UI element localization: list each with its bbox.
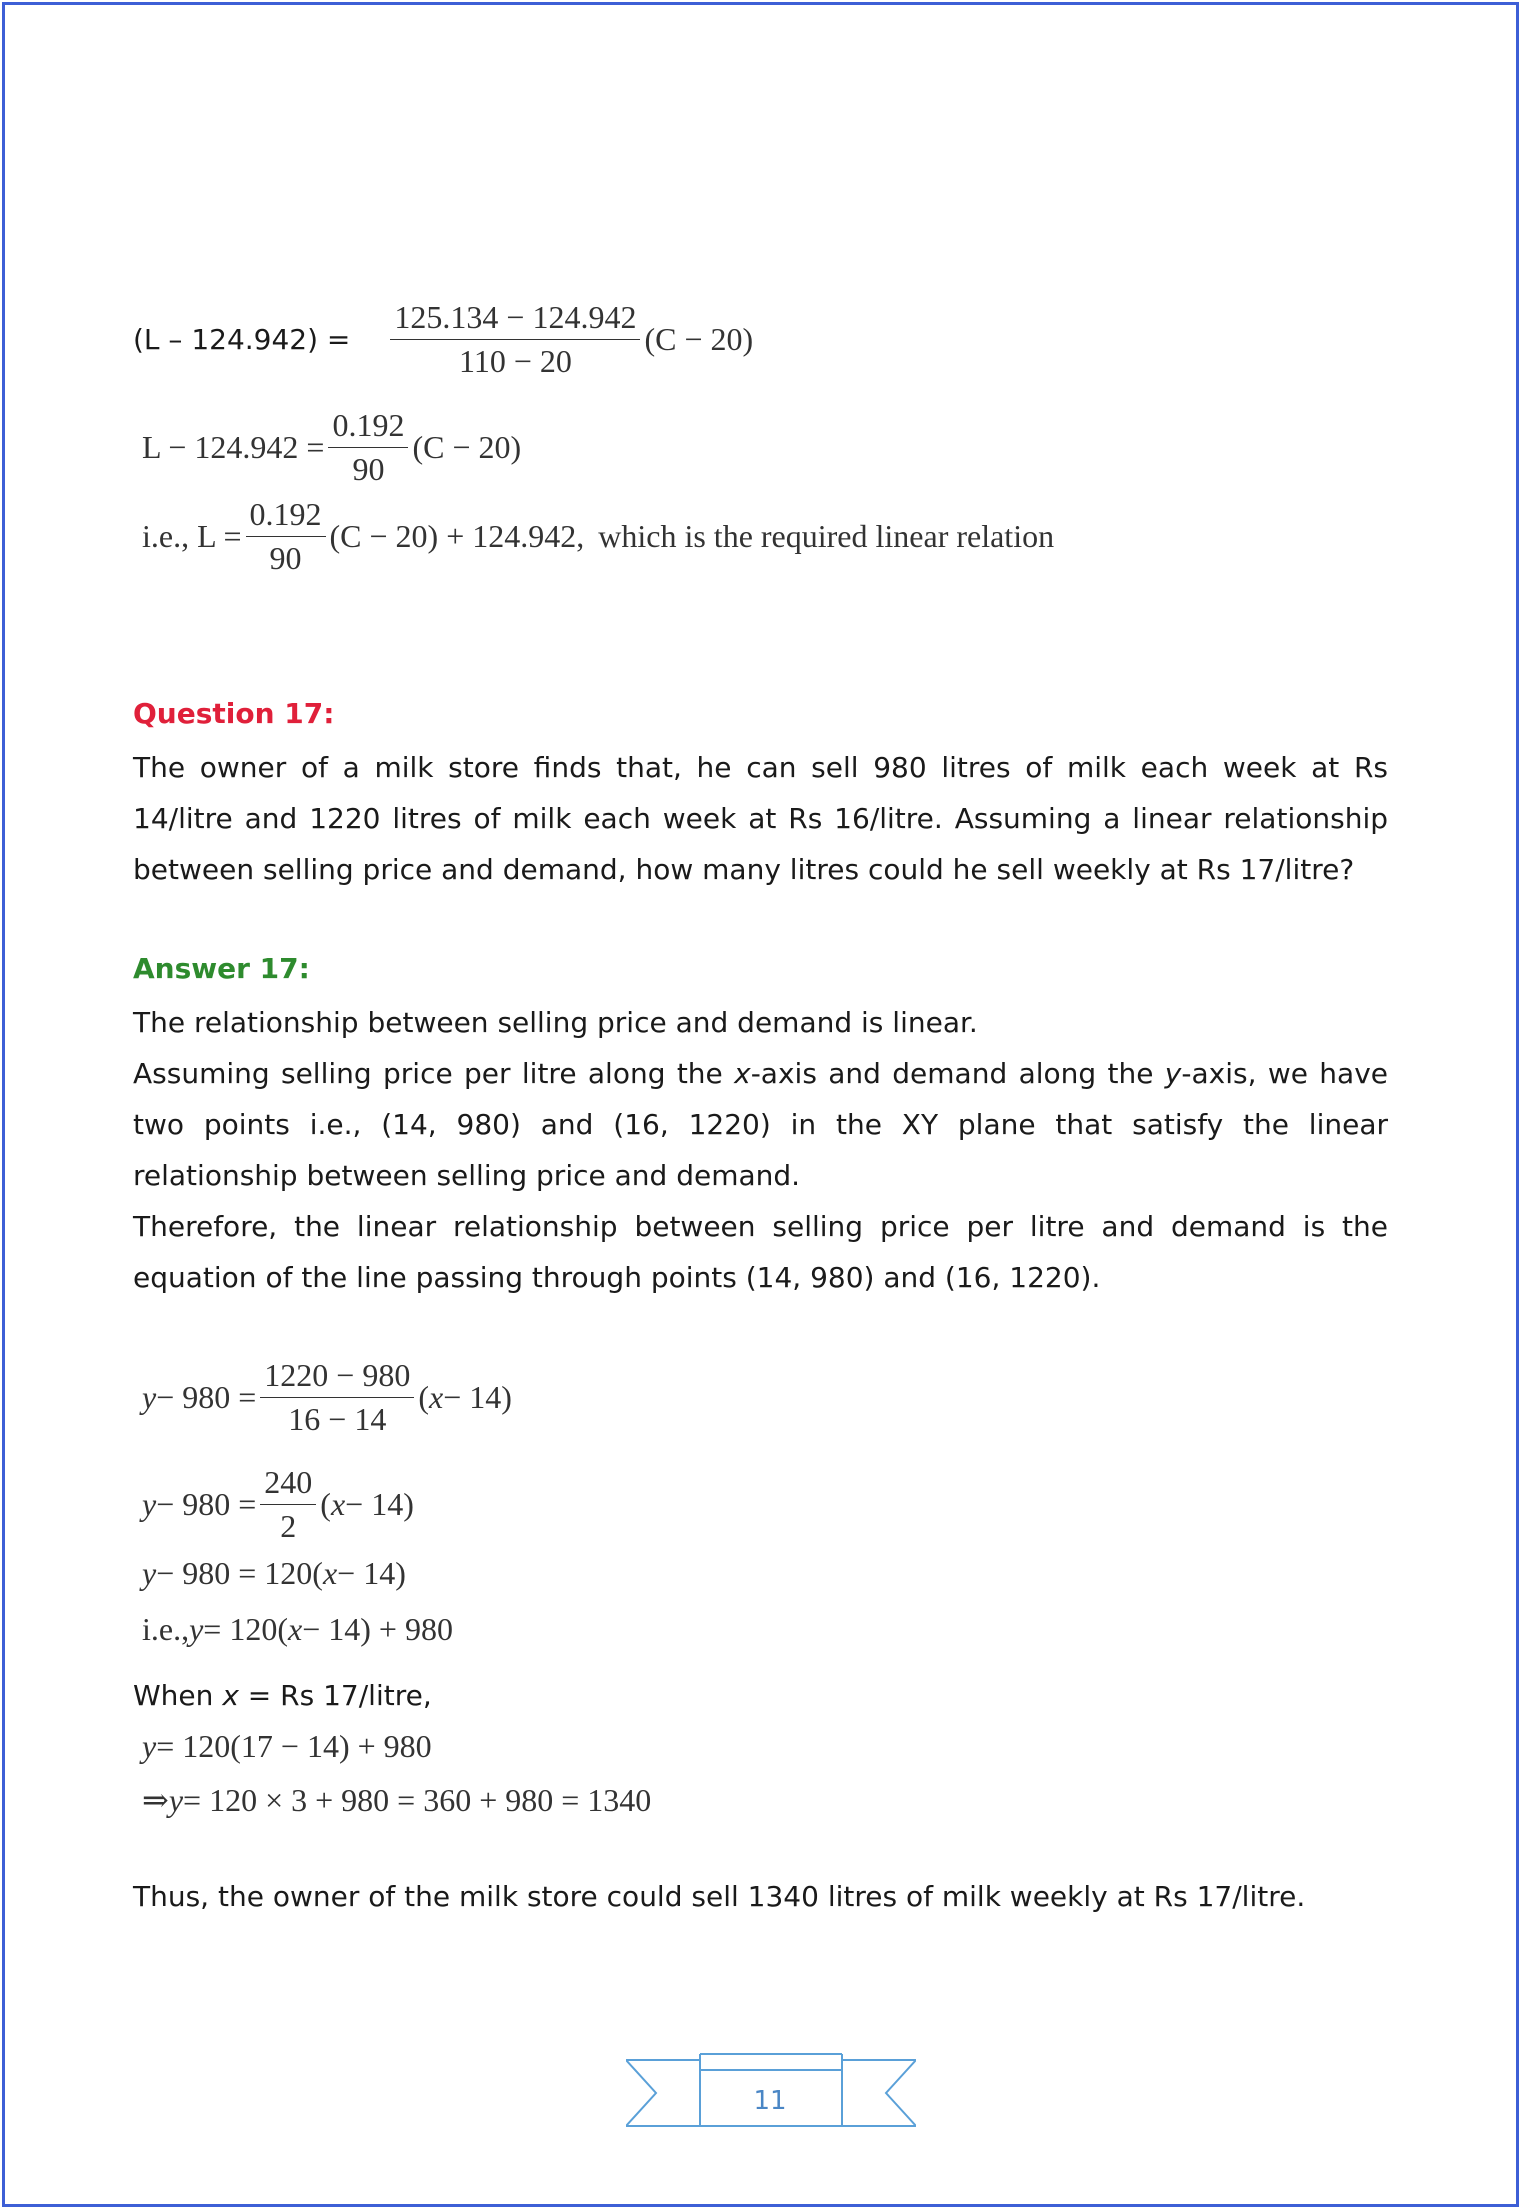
factor-open: ( [320,1486,331,1523]
equation-mid: = 120( [203,1611,288,1647]
answer-paragraph-1: The relationship between selling price and demand is linear. [133,1006,978,1039]
factor-open: ( [418,1379,429,1416]
equation-prefix: i.e., [142,1611,190,1647]
variable-y: y [142,1728,157,1764]
answer-equation-1 [142,1358,512,1437]
equation-end: − 14) [337,1555,406,1591]
implies-arrow: ⇒ [142,1782,169,1818]
equation-lhs: L − 124.942 = [142,429,325,466]
fraction-numerator: 0.192 [328,408,408,448]
factor-close: − 14) [345,1486,414,1523]
equation-rest: = 120(17 − 14) + 980 [156,1728,432,1764]
question-text: The owner of a milk store finds that, he can sell 980 litres of milk each week at Rs 14/litre and 1220 litres of milk each week at Rs 16/litre. Assuming a linear relationship between selling price and demand, how many litres could he sell weekly at Rs 17/litre? [133,751,1388,886]
text-span: -axis, we have two points i.e., (14, 980) and (16, 1220) in the XY plane that satisfy the linear relationship between selling price and demand. [133,1057,1388,1192]
question-heading: Question 17: [133,697,335,730]
answer-equation-2 [142,1465,414,1544]
fraction [246,497,326,576]
answer-equation-3 [142,1555,406,1592]
equation-lhs: (L – 124.942) = [133,323,351,357]
equation-end: − 14) + 980 [302,1611,453,1647]
variable-y: y [142,1555,157,1591]
fraction-denominator: 2 [280,1508,297,1545]
conclusion-text: Thus, the owner of the milk store could sell 1340 litres of milk weekly at Rs 17/litre. [133,1880,1306,1913]
variable-x: x [734,1057,751,1090]
fraction [260,1358,414,1437]
fraction-numerator: 1220 − 980 [260,1358,414,1398]
answer-equation-5 [142,1728,432,1765]
page-number: 11 [753,2086,787,2116]
answer-equation-6 [142,1781,651,1819]
fraction [328,408,408,487]
equation-lhs: − 980 = [156,1486,257,1523]
variable-x: x [222,1679,239,1712]
equation-lhs: i.e., L = [142,518,242,555]
variable-y: y [142,1379,157,1416]
variable-x: x [288,1611,303,1647]
equation-factor: (C − 20) [644,321,754,358]
fraction-denominator: 90 [352,451,385,488]
equation-mid: − 980 = 120( [156,1555,323,1591]
equation-line-2 [142,408,521,487]
answer-paragraph-2 [133,1048,1388,1201]
answer-heading: Answer 17: [133,952,310,985]
fraction-numerator: 240 [260,1465,316,1505]
fraction-numerator: 125.134 − 124.942 [390,300,640,340]
variable-y: y [142,1486,157,1523]
factor-close: − 14) [443,1379,512,1416]
text-span: Assuming selling price per litre along the [133,1057,735,1090]
variable-x: x [330,1486,346,1523]
text-span: When [133,1679,223,1712]
fraction-denominator: 90 [269,540,302,577]
text-span: -axis and demand along the [750,1057,1165,1090]
equation-factor: (C − 20) [412,429,522,466]
variable-x: x [322,1555,338,1591]
text-span: = Rs 17/litre, [238,1679,432,1712]
equation-lhs: − 980 = [156,1379,257,1416]
variable-y: y [168,1781,184,1818]
answer-equation-4 [142,1611,453,1648]
when-line [133,1670,1388,1721]
variable-y: y [1164,1057,1182,1090]
variable-x: x [429,1379,444,1416]
fraction-denominator: 16 − 14 [288,1401,387,1438]
fraction-numerator: 0.192 [246,497,326,537]
equation-line-1 [133,300,753,379]
fraction [260,1465,316,1544]
equation-note: which is the required linear relation [598,518,1055,555]
equation-line-3 [142,497,1054,576]
equation-rest: (C − 20) + 124.942, [329,518,585,555]
fraction [390,300,640,379]
fraction-denominator: 110 − 20 [459,343,572,380]
answer-paragraph-3: Therefore, the linear relationship between selling price per litre and demand is the equation of the line passing through points (14, 980) and (16, 1220). [133,1210,1388,1294]
variable-y: y [189,1611,204,1647]
equation-rest: = 120 × 3 + 980 = 360 + 980 = 1340 [183,1781,652,1818]
